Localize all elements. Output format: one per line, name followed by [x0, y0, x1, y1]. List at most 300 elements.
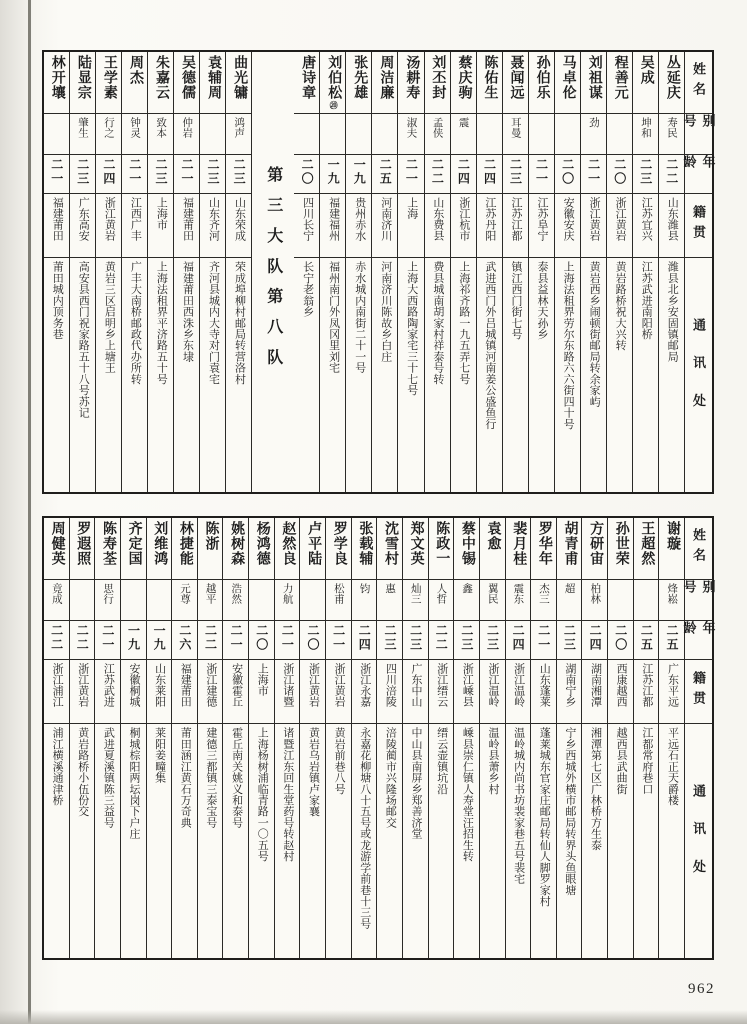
scan-left-edge [28, 0, 31, 1024]
person-age: 二五 [372, 155, 397, 194]
person-age: 一九 [320, 155, 345, 194]
person-address: 桐城棕阳两坛岗下户庄 [128, 727, 140, 840]
person-alias: 元尊 [172, 580, 197, 621]
header-alias: 别号 [685, 580, 712, 621]
person-name [480, 518, 505, 580]
person-name [172, 518, 197, 580]
person-age: 二四 [477, 155, 502, 194]
person-column [397, 52, 423, 492]
person-column [197, 518, 223, 958]
header-age: 年龄 [685, 155, 712, 194]
person-origin: 西康越西 [608, 660, 633, 724]
person-origin: 浙江黄岩 [326, 660, 351, 724]
person-name-text: 沈雪村 [382, 521, 398, 567]
person-age: 二〇 [608, 621, 633, 660]
person-origin: 福建莆田 [174, 194, 199, 258]
person-address: 湘潭第七区广林桥方生泰 [589, 727, 602, 851]
person-name [477, 52, 502, 114]
person-origin: 江苏宜兴 [633, 194, 658, 258]
person-origin: 江苏阜宁 [529, 194, 554, 258]
person-alias: 烽崧 [659, 580, 684, 621]
person-column [502, 52, 528, 492]
person-name-text: 谢璇 [665, 521, 681, 552]
person-alias: 柏林 [582, 580, 607, 621]
person-address: 河南济川陈故乡白庄 [379, 261, 392, 362]
person-name-text: 吴成 [638, 55, 654, 86]
person-age: 二三 [377, 621, 402, 660]
person-age: 二三 [403, 621, 428, 660]
person-name-text: 汤耕寿 [404, 55, 420, 101]
person-column [607, 518, 633, 958]
person-origin: 福建莆田 [44, 194, 69, 258]
person-column [173, 52, 199, 492]
person-column [528, 52, 554, 492]
person-column [95, 52, 121, 492]
page-number: 962 [688, 981, 715, 997]
person-age: 二〇 [294, 155, 319, 194]
person-address: 中山县南屏乡郑善济堂 [410, 727, 423, 840]
scan-bottom-shade [0, 1010, 747, 1024]
person-origin: 浙江温岭 [506, 660, 531, 724]
person-address: 黄岩三区启明乡上塘王 [103, 261, 116, 374]
person-name-text: 程善元 [612, 55, 628, 101]
person-column [146, 518, 172, 958]
person-alias: 松甫 [326, 580, 351, 621]
person-age: 二一 [398, 155, 423, 194]
person-column [120, 518, 146, 958]
person-name-text: 罗学良 [331, 521, 347, 567]
person-alias [320, 114, 345, 155]
person-name [425, 52, 450, 114]
person-origin: 浙江黄岩 [607, 194, 632, 258]
person-age: 二四 [352, 621, 377, 660]
person-age: 二一 [275, 621, 300, 660]
person-name [659, 52, 684, 114]
person-age: 二二 [198, 621, 223, 660]
person-origin: 河南济川 [372, 194, 397, 258]
person-alias: 鸿声 [226, 114, 251, 155]
person-name [582, 518, 607, 580]
person-address: 荣成埠柳村邮局转营洛村 [233, 261, 246, 385]
person-column [371, 52, 397, 492]
person-alias: 超 [557, 580, 582, 621]
person-name-text: 袁辅周 [206, 55, 222, 101]
header-alias: 别号 [685, 114, 712, 155]
person-age: 二〇 [607, 155, 632, 194]
person-origin: 山东蓬莱 [531, 660, 556, 724]
person-address: 福州南门外凤冈里刘宅 [327, 261, 340, 374]
person-origin: 广东中山 [403, 660, 428, 724]
person-address: 黄岩西乡闹顿街邮局转余家屿 [588, 261, 601, 407]
person-name-text: 胡青甫 [562, 521, 578, 567]
person-origin: 山东齐河 [200, 194, 225, 258]
person-name [607, 52, 632, 114]
person-alias [121, 580, 146, 621]
person-alias [607, 114, 632, 155]
person-address: 潍县北乡安固镇邮局 [666, 261, 679, 362]
person-age: 一九 [147, 621, 172, 660]
person-age: 一九 [346, 155, 371, 194]
person-address: 长宁老翁乡 [301, 261, 314, 318]
person-alias: 浩然 [223, 580, 248, 621]
person-alias [249, 580, 274, 621]
person-origin: 贵州赤水 [346, 194, 371, 258]
header-origin: 籍贯 [685, 194, 712, 258]
person-address: 诸暨江东回生堂药号转赵村 [281, 727, 294, 862]
person-column [274, 518, 300, 958]
person-column [450, 52, 476, 492]
person-name [451, 52, 476, 114]
person-column [530, 518, 556, 958]
person-name-text: 赵然良 [280, 521, 296, 567]
person-address: 赤水城内南街二十一号 [353, 261, 366, 374]
person-name [377, 518, 402, 580]
person-address: 上海法租界劳尔东路六六街四十号 [562, 261, 575, 430]
person-name [429, 518, 454, 580]
person-address: 浦江横溪通津桥 [51, 727, 64, 806]
person-name [326, 518, 351, 580]
person-origin: 四川涪陵 [377, 660, 402, 724]
person-alias: 越平 [198, 580, 223, 621]
person-origin: 浙江永嘉 [352, 660, 377, 724]
person-origin: 浙江浦江 [44, 660, 69, 724]
person-alias: 思行 [95, 580, 120, 621]
person-name [95, 518, 120, 580]
header-name: 姓名 [685, 518, 712, 580]
person-alias: 钧 [352, 580, 377, 621]
person-name-text: 朱嘉云 [153, 55, 169, 101]
person-column [428, 518, 454, 958]
person-origin: 浙江嵊县 [454, 660, 479, 724]
person-name [608, 518, 633, 580]
person-name-text: 孙伯乐 [534, 55, 550, 101]
person-address: 上海祁齐路一九五弄七号 [457, 261, 470, 385]
person-origin: 浙江建德 [198, 660, 223, 724]
section-divider-title: 第三大队第八队 [264, 165, 282, 379]
person-origin: 江苏江都 [503, 194, 528, 258]
person-name-text: 裴月桂 [511, 521, 527, 567]
person-alias [300, 580, 325, 621]
person-name-text: 方研宙 [588, 521, 604, 567]
person-alias: 震东 [506, 580, 531, 621]
person-alias [200, 114, 225, 155]
person-name-text: 聂闻远 [508, 55, 524, 101]
name-note-mark: ⑳ [329, 101, 339, 110]
person-name-text: 林捷能 [177, 521, 193, 567]
person-origin: 四川长宁 [294, 194, 319, 258]
person-address: 武进西门外吕城镇河南姜公盛鱼行 [483, 261, 496, 430]
person-address: 镇江西门街七号 [509, 261, 522, 340]
person-alias [608, 580, 633, 621]
header-address: 通讯处 [691, 784, 706, 898]
person-age: 二四 [582, 621, 607, 660]
header-age: 年龄 [685, 621, 712, 660]
person-name [557, 518, 582, 580]
person-name-text: 周杰 [127, 55, 143, 86]
person-age: 二一 [122, 155, 147, 194]
person-age: 二二 [44, 621, 69, 660]
person-origin: 浙江温岭 [480, 660, 505, 724]
person-column [581, 518, 607, 958]
top-header-column [681, 52, 716, 492]
person-name-text: 齐定国 [126, 521, 142, 567]
person-name-text: 张先雄 [352, 55, 368, 101]
person-address: 温岭城内尚书坊裴家巷五号裴宅 [512, 727, 525, 885]
person-name [633, 52, 658, 114]
person-name-text: 马卓伦 [560, 55, 576, 101]
person-name-text: 王学素 [101, 55, 117, 101]
person-origin: 安徽霍丘 [223, 660, 248, 724]
person-column [351, 518, 377, 958]
person-origin: 山东费县 [425, 194, 450, 258]
person-column [121, 52, 147, 492]
person-age: 二一 [174, 155, 199, 194]
person-address: 黄岩路桥祝大兴转 [614, 261, 627, 351]
person-name-text: 刘祖谋 [586, 55, 602, 101]
person-name-text: 蔡庆驹 [456, 55, 472, 101]
person-name [320, 52, 345, 114]
person-name-text: 唐诗章 [300, 55, 316, 101]
person-age: 二一 [95, 621, 120, 660]
person-alias: 耳曼 [503, 114, 528, 155]
person-alias: 惠 [377, 580, 402, 621]
person-column [319, 52, 345, 492]
person-column [199, 52, 225, 492]
person-address: 永嘉花柳塘八十五号或龙游学前巷十三号 [358, 727, 371, 929]
person-name [503, 52, 528, 114]
person-column [69, 52, 95, 492]
person-age: 二〇 [249, 621, 274, 660]
person-name [249, 518, 274, 580]
person-address: 费县城南胡家村祥泰号转 [431, 261, 444, 385]
person-name [121, 518, 146, 580]
person-alias [529, 114, 554, 155]
person-name-text: 陆显宗 [75, 55, 91, 101]
person-name [200, 52, 225, 114]
person-address: 江都常府巷口 [640, 727, 653, 795]
person-name [198, 518, 223, 580]
person-column [294, 52, 319, 492]
person-column [171, 518, 197, 958]
person-column [299, 518, 325, 958]
person-name [659, 518, 684, 580]
section-divider-column [251, 52, 294, 492]
person-origin: 上海市 [249, 660, 274, 724]
person-name-text: 杨鸿德 [254, 521, 270, 567]
person-address: 平远石正天爵楼 [666, 727, 679, 806]
person-column [225, 52, 251, 492]
person-address: 黄岩乌岩镇卢家襄 [307, 727, 320, 817]
person-origin: 湖南宁乡 [557, 660, 582, 724]
directory-table-top [42, 50, 714, 494]
person-name [529, 52, 554, 114]
person-name [148, 52, 173, 114]
person-alias: 肇生 [70, 114, 95, 155]
person-alias: 致本 [148, 114, 173, 155]
person-column [222, 518, 248, 958]
person-alias: 翼民 [480, 580, 505, 621]
person-age: 二三 [480, 621, 505, 660]
person-origin: 浙江杭市 [451, 194, 476, 258]
person-origin: 浙江黄岩 [96, 194, 121, 258]
person-age: 二一 [531, 621, 556, 660]
person-column [424, 52, 450, 492]
person-column [44, 518, 69, 958]
person-alias: 钟灵 [122, 114, 147, 155]
person-alias: 行之 [96, 114, 121, 155]
person-alias [555, 114, 580, 155]
person-name [44, 52, 69, 114]
person-address: 涪陵蔺市兴隆场邮交 [384, 727, 397, 828]
person-origin: 湖南湘潭 [582, 660, 607, 724]
person-name-text: 姚树森 [229, 521, 245, 567]
person-address: 上海大西路陶家宅三十七号 [405, 261, 418, 396]
person-origin: 浙江诸暨 [275, 660, 300, 724]
person-address: 武进夏溪镇陈三益号 [102, 727, 115, 828]
person-age: 一九 [121, 621, 146, 660]
person-alias: 劲 [581, 114, 606, 155]
person-age: 二三 [200, 155, 225, 194]
person-age: 二〇 [555, 155, 580, 194]
person-origin: 上海市 [148, 194, 173, 258]
person-name-text: 袁愈 [485, 521, 501, 552]
person-origin: 浙江黄岩 [300, 660, 325, 724]
person-address: 广丰大南桥邮政代办所转 [129, 261, 142, 385]
person-name [44, 518, 69, 580]
person-name [555, 52, 580, 114]
person-name [226, 52, 251, 114]
person-name [147, 518, 172, 580]
person-name-text: 卢平陆 [306, 521, 322, 567]
person-address: 缙云壶镇坑沿 [435, 727, 448, 795]
person-age: 二〇 [300, 621, 325, 660]
person-address: 宁乡西城外横市邮局转界头鱼眼塘 [563, 727, 576, 896]
person-name-text: 张载辅 [357, 521, 373, 567]
person-name-text: 刘伯松 [326, 55, 342, 101]
person-alias: 仲岩 [174, 114, 199, 155]
person-age: 二一 [44, 155, 69, 194]
person-alias: 灿三 [403, 580, 428, 621]
person-age: 二二 [429, 621, 454, 660]
person-name-text: 郑文英 [408, 521, 424, 567]
person-address: 福建莆田西洙乡东埭 [181, 261, 194, 362]
person-name [174, 52, 199, 114]
person-address: 莆田城内顶务巷 [51, 261, 64, 340]
person-alias: 寿民 [659, 114, 684, 155]
person-alias [477, 114, 502, 155]
person-age: 二一 [223, 621, 248, 660]
person-name [403, 518, 428, 580]
person-name-text: 罗遐照 [75, 521, 91, 567]
person-column [69, 518, 95, 958]
person-origin: 上海 [398, 194, 423, 258]
person-name [122, 52, 147, 114]
person-name-text: 丛延庆 [664, 55, 680, 101]
person-address: 莱阳姜疃集 [153, 727, 166, 784]
person-column [556, 518, 582, 958]
person-column [248, 518, 274, 958]
person-name-text: 林开壤 [49, 55, 65, 101]
person-age: 二三 [70, 155, 95, 194]
person-address: 江苏武进南阳桥 [640, 261, 653, 340]
person-column [376, 518, 402, 958]
person-name-text: 吴德儒 [180, 55, 196, 101]
person-address: 建德三都镇三泰宝号 [204, 727, 217, 828]
person-name-text: 陈政一 [434, 521, 450, 567]
person-name [372, 52, 397, 114]
header-origin: 籍贯 [685, 660, 712, 724]
person-address: 霍丘南关姚义和泰号 [230, 727, 243, 828]
person-origin: 安徽安庆 [555, 194, 580, 258]
person-alias [44, 114, 69, 155]
directory-table-bottom [42, 516, 714, 960]
person-name-text: 周健英 [49, 521, 65, 567]
header-name: 姓名 [685, 52, 712, 114]
person-address: 黄岩路桥小伍份交 [76, 727, 89, 817]
person-name [223, 518, 248, 580]
person-name-text: 刘丕封 [430, 55, 446, 101]
person-origin: 福建福州 [320, 194, 345, 258]
person-column [632, 52, 658, 492]
person-name [531, 518, 556, 580]
person-address: 齐河县城内大寺对门袁宅 [207, 261, 220, 385]
person-column [345, 52, 371, 492]
person-age: 二六 [172, 621, 197, 660]
person-column [606, 52, 632, 492]
person-column [325, 518, 351, 958]
person-name-text: 刘维鸿 [152, 521, 168, 567]
bottom-header-column [681, 518, 716, 958]
person-alias: 淑夫 [398, 114, 423, 155]
person-name [581, 52, 606, 114]
person-address: 莆田涵江黄石万奇典 [179, 727, 192, 828]
person-age: 二一 [581, 155, 606, 194]
person-origin: 江苏江都 [634, 660, 659, 724]
person-name-text: 王超然 [639, 521, 655, 567]
person-origin: 江苏丹阳 [477, 194, 502, 258]
person-column [580, 52, 606, 492]
person-alias: 孟侠 [425, 114, 450, 155]
header-address: 通讯处 [691, 318, 706, 432]
person-address: 上海杨树浦临青路一〇五号 [256, 727, 269, 862]
person-origin: 福建莆田 [172, 660, 197, 724]
person-age: 二五 [659, 621, 684, 660]
person-address: 泰县益林天孙乡 [536, 261, 549, 340]
person-name-text: 孙世荣 [613, 521, 629, 567]
person-column [44, 52, 69, 492]
person-alias: 震 [451, 114, 476, 155]
person-address: 蓬莱城东官家庄邮局转仙人脚罗家村 [538, 727, 551, 907]
person-name [506, 518, 531, 580]
person-alias [634, 580, 659, 621]
person-origin: 浙江黄岩 [581, 194, 606, 258]
person-address: 高安县西门祝家路五十八号苏记 [77, 261, 90, 419]
person-age: 二二 [659, 155, 684, 194]
person-age: 二一 [529, 155, 554, 194]
person-origin: 山东荣成 [226, 194, 251, 258]
person-origin: 江西广丰 [122, 194, 147, 258]
person-alias: 竟成 [44, 580, 69, 621]
person-column [402, 518, 428, 958]
person-alias [346, 114, 371, 155]
person-alias [147, 580, 172, 621]
person-name [96, 52, 121, 114]
person-name-text: 陈寿荃 [100, 521, 116, 567]
person-alias [372, 114, 397, 155]
person-name-text: 陈佑生 [482, 55, 498, 101]
person-address: 越西县武曲街 [615, 727, 628, 795]
person-column [479, 518, 505, 958]
